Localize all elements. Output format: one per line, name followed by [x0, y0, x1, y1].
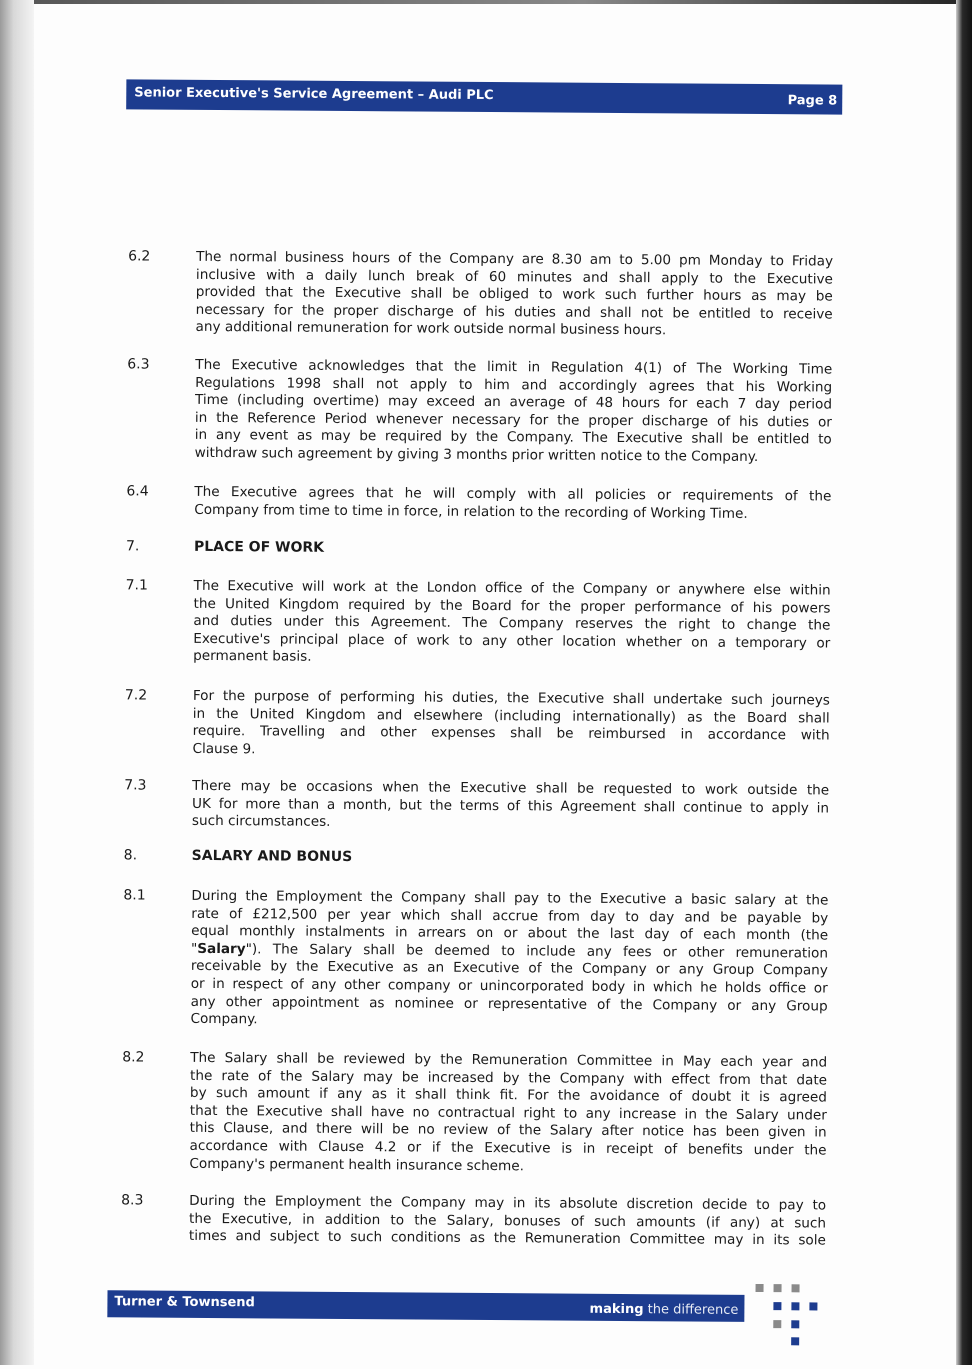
text-line: Executive's principal place of work to any other location whether on a temporary or	[193, 630, 831, 652]
text-line: For the purpose of performing his duties, the Executive shall undertake such journeys	[192, 687, 830, 709]
company-logo-squares	[755, 1284, 815, 1349]
text-line: provided that the Executive shall be obliged to work such further hours as may be	[195, 284, 833, 305]
text-line: that the Executive shall have no contractual right to any increase in the Salary under	[189, 1102, 827, 1124]
clause-text	[193, 578, 831, 671]
tagline-rest: the difference	[643, 1302, 739, 1318]
defined-term: Salary	[197, 940, 246, 958]
text-line: the rate of the Salary may be increased by the Company with effect from that date	[190, 1067, 828, 1089]
text-line: UK for more than a month, but the terms of this Agreement shall continue to apply in	[192, 795, 830, 817]
text-line: Regulations 1998 shall not apply to him and accordingly agrees that his Working	[195, 374, 833, 396]
text-line: Company's permanent health insurance scheme.	[189, 1155, 525, 1174]
text-line: Company.	[190, 1010, 258, 1028]
document-title: Senior Executive's Service Agreement – Audi PLC	[134, 85, 494, 104]
clause-number: 6.3	[127, 356, 150, 373]
text-line: rate of £212,500 per year which shall accrue from day to day and be payable by	[191, 905, 829, 927]
clause-6-4	[1, 482, 972, 522]
text-line: in any event as may be required by the Company. The Executive shall be entitled to	[194, 427, 832, 448]
clause-6-3	[2, 355, 972, 465]
text-line: and duties under this Agreement. The Company reserves the right to change the	[193, 613, 831, 634]
clause-7-3	[0, 776, 971, 831]
text-line: equal monthly instalments in arrears on or about the last day of each month (the	[191, 923, 829, 944]
clause-8-1	[0, 886, 970, 1028]
text-line: There may be occasions when the Executive shall be requested to work outside the	[192, 777, 830, 799]
text-line: The Executive acknowledges that the limit in Regulation 4(1) of The Working Time	[195, 356, 833, 378]
text-line: During the Employment the Company shall pay to the Executive a basic salary at the	[191, 887, 829, 909]
section-heading: SALARY AND BONUS	[191, 847, 353, 866]
text-line: require. Travelling and other expenses shall be reimbursed in accordance with	[192, 723, 830, 744]
clause-text	[192, 688, 829, 763]
clause-number: 7.2	[124, 687, 148, 704]
clause-number: 8.2	[122, 1049, 145, 1066]
text-line: receivable by the Executive as an Executive of the Company or any Group Company	[190, 958, 828, 979]
page-footer-bar	[107, 1290, 744, 1322]
text-line: or in respect of any other company or unincorporated body in which he holds office or	[190, 975, 828, 997]
text-line: this Clause, and there will be no review of the Salary after notice has been given in	[189, 1120, 827, 1141]
section-heading: PLACE OF WORK	[193, 538, 325, 556]
text-line: such circumstances.	[191, 813, 331, 831]
footer-tagline	[589, 1302, 738, 1318]
text-line: Company from time to time in force, in relation to the recording of Working Time.	[194, 501, 748, 522]
page-header-bar	[126, 79, 842, 114]
text-line: The normal business hours of the Company are 8.30 am to 5.00 pm Monday to Friday	[196, 248, 834, 270]
clause-number: 7.	[125, 538, 140, 555]
text-line: The Executive agrees that he will comply with all policies or requirements of the	[194, 483, 832, 505]
clause-number: 8.	[123, 847, 138, 864]
text-line: accordance with Clause 4.2 or if the Executive is in receipt of benefits under the	[189, 1137, 827, 1159]
clause-number: 8.1	[123, 887, 146, 904]
clause-number: 7.1	[125, 577, 149, 594]
clause-number: 6.2	[128, 248, 151, 265]
clause-text	[196, 249, 834, 342]
page-number: Page 8	[787, 93, 838, 109]
text-line: permanent basis.	[193, 648, 312, 666]
clause-8-2	[0, 1048, 969, 1174]
clause-number: 7.3	[124, 777, 147, 794]
clause-text	[192, 778, 829, 835]
clause-text	[189, 1193, 826, 1250]
text-line: in the Reference Period whenever necessary for the proper discharge of his duties or	[194, 409, 832, 431]
text-line: The Executive will work at the London office of the Company or anywhere else within	[193, 577, 831, 599]
text-line: any additional remuneration for work outside normal business hours.	[195, 319, 667, 339]
clause-6-2	[3, 247, 972, 339]
clause-number: 6.4	[126, 483, 149, 500]
clause-text	[194, 484, 831, 524]
text-line: the Executive, in addition to the Salary, bonuses of such amounts (if any) at such	[188, 1210, 827, 1232]
clause-7-1	[1, 576, 972, 666]
clause-number: 8.3	[121, 1192, 144, 1209]
text-line: by such amount if any as it shall think fit. For the avoidance of doubt it is agreed	[189, 1085, 828, 1106]
text-line: in the United Kingdom and elsewhere (including internationally) as the Board shall	[192, 705, 830, 727]
footer-company: Turner & Townsend	[114, 1294, 255, 1311]
text-line: any other appointment as nominee or representative of the Company or any Group	[190, 993, 828, 1015]
text-line: Time (including overtime) may exceed an average of 48 hours for each 7 day period	[194, 392, 833, 413]
text-line: the United Kingdom required by the Board for the proper performance of his powers	[193, 595, 831, 617]
clause-8-3	[0, 1191, 968, 1249]
clause-text	[195, 357, 833, 467]
tagline-bold: making	[589, 1301, 644, 1318]
clause-7	[1, 537, 972, 556]
text-line: necessary for the proper discharge of his duties and shall not be entitled to receive	[195, 301, 833, 323]
text-segment: "). The Salary shall be deemed to include any fees or other remuneration	[245, 941, 829, 962]
text-line: times and subject to such conditions as the Remuneration Committee may in its sole	[188, 1228, 826, 1249]
text-line: The Salary shall be reviewed by the Remuneration Committee in May each year and	[190, 1049, 828, 1071]
text-line: During the Employment the Company may in its absolute discretion decide to pay to	[189, 1192, 827, 1214]
text-line: Clause 9.	[192, 740, 256, 758]
text-segment: "	[190, 940, 198, 957]
clause-7-2	[0, 686, 972, 758]
text-line: inclusive with a daily lunch break of 60 minutes and shall apply to the Executive	[195, 266, 834, 288]
clause-text	[190, 888, 828, 1033]
clause-8	[0, 846, 971, 866]
text-line: withdraw such agreement by giving 3 months prior written notice to the Company.	[194, 444, 759, 465]
clause-text	[189, 1050, 827, 1178]
